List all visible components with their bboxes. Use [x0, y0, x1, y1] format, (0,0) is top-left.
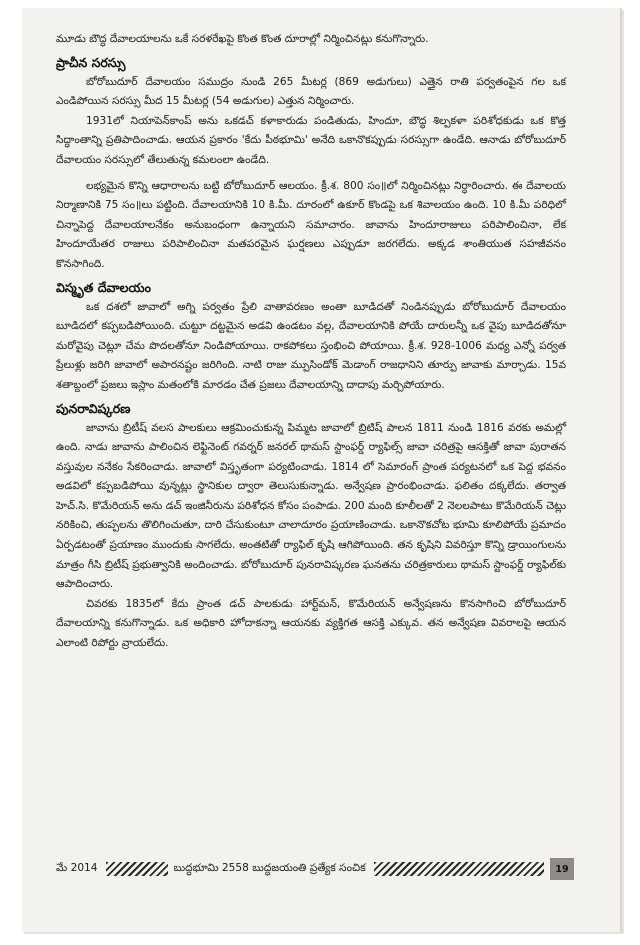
paragraph-temple-location: బోరోబుదూర్ దేవాలయం సముద్రం నుండి 265 మీటర్ల (869 అడుగులు) ఎత్తైన రాతి పర్వతంపైన గల ఒక ఎండిపోయిన సరస్సు మీద 15 మీటర్ల (54 అడుగుల) ఎత్తున నిర్మించారు. [56, 75, 566, 108]
article-body [56, 30, 566, 654]
paragraph-construction-history: లభ్యమైన కొన్ని ఆధారాలను బట్టి బోరోబుదూర్ ఆలయం. క్రీ.శ. 800 సం॥లో నిర్మించినట్లు నిర్ధారించారు. ఈ దేవాలయ నిర్మాణానికి 75 సం॥లు పట్టింది. దేవాలయానికి 10 కి.మీ. దూరంలో ఉకూర్ కొండపై ఒక శివాలయం ఉంది. 10 కి.మీ పరిధిలో చిన్నాపెద్ద దేవాలయాలనేకం అనుబంధంగా ఉన్నాయని సమాచారం. జావాను హిందూరాజులు పరిపాలించినా, లేక హిందూయేతర రాజులు పరిపాలించినా మతపరమైన ఘర్షణలు ఎప్పుడూ జరగలేదు. అక్కడ శాంతియుత సహజీవనం కొనసాగింది. [56, 179, 566, 270]
footer-publication-title: బుద్ధభూమి 2558 బుద్ధజయంతి ప్రత్యేక సంచిక [173, 861, 366, 874]
page-number-badge: 19 [550, 858, 574, 880]
paragraph-lake-theory: 1931లో నియాపెన్‌కాంప్ అను ఒకడచ్ కళాకారుడు పండితుడు, హిందూ, బౌద్ధ శిల్పకళా పరిశోధకుడు ఒక కొత్త సిద్ధాంతాన్ని ప్రతిపాదించాడు. ఆయన ప్రకారం 'కేదు పీఠభూమి' అనేది ఒకానొకప్పుడు సరస్సుగా ఉండేది. ఆనాడు బోరోబుదూర్ దేవాలయం సరస్సులో తేలుతున్న కమలంలా ఉండేది. [56, 114, 566, 166]
footer-hatch-left [106, 862, 168, 876]
page-footer [56, 858, 574, 880]
magazine-page [22, 8, 622, 932]
section-heading-forgotten-temple: విస్మృత దేవాలయం [56, 279, 151, 295]
section-heading-ancient-lake: ప్రాచీన సరస్సు [56, 54, 126, 70]
paragraph-british-rule: జావాను బ్రిటీష్ వలస పాలకులు ఆక్రమించుకున్న పిమ్మట జావాలో బ్రిటిష్ పాలన 1811 నుండి 1816 వరకు అమల్లో ఉంది. నాడు జావాను పాలించిన లెఫ్టినెంట్ గవర్నర్ జనరల్ థామస్ స్టాంఫర్డ్ ర్యాఫిల్స్ జావా చరిత్రపై ఆసక్తితో జావా పురాతన వస్తువుల ననేకం సేకరించాడు. జావాలో విస్తృతంగా పర్యటించాడు. 1814 లో సెమారంగ్ ప్రాంత పర్యటనలో ఒక పెద్ద భవనం అడవిలో కప్పబడిపోయి వున్నట్లు స్థానికుల ద్వారా తెలుసుకున్నాడు. అన్వేషణ ప్రారంభించాడు. ఫలితం దక్కలేదు. తర్వాత హెచ్.సి. కొమేరియన్ అను డచ్ ఇంజినీరును పరిశోధన కోసం పంపాడు. 200 మంది కూలీలతో 2 నెలలపాటు కొమేరియన్ చెట్లు నరికించి, తుప్పలను తొలిగించుతూ, దారి చేసుకుంటూ చాలాదూరం ప్రయాణించాడు. ఒకానొకచోట భూమి కూలిపోయే ప్రమాదం ఏర్పడటంతో ప్రయాణం ముందుకు సాగలేదు. అంతటితో ర్యాఫిల్ కృషి ఆగిపోయింది. తన కృషిని వివరిస్తూ కొన్ని డ్రాయింగులను మాత్రం గీసి బ్రిటీష్ ప్రభుత్వానికి అందించాడు. బోరోబుదూర్ పునరావిష్కరణ ఘనతను చరిత్రకారులు థామస్ స్టాంఫర్డ్ ర్యాఫిల్‌కు ఆపాదించారు. [56, 421, 566, 591]
footer-hatch-right [374, 862, 544, 876]
section-heading-rediscovery: పునరావిష్కరణ [56, 400, 131, 416]
paragraph-volcanic-eruption: ఒక దశలో జావాలో అగ్ని పర్వతం ప్రేలి వాతావరణం అంతా బూడిదతో నిండినప్పుడు బోరోబుదూర్ దేవాలయం బూడిదలో కప్పబడిపోయింది. చుట్టూ దట్టమైన అడవి ఉండటం వల్ల, దేవాలయానికి పోయే దారులన్నీ ఒక వైపు బూడిదతోనూ మరోవైపు చెట్లూ చేమ పొదలతోనూ నిండిపోయాయి. రాకపోకలు స్తంభించి పోయాయి. క్రీ.శ. 928-1006 మధ్య ఎన్నో పర్వత ప్రేలుళ్లు జరిగి జావాలో అపారనష్టం జరిగింది. నాటి రాజు మ్పుసిండోక్ మెడాంగ్ రాజధానిని తూర్పు జావాకు మార్చాడు. 15వ శతాబ్దంలో ప్రజలు ఇస్లాం మతంలోకి మారడం చేత ప్రజలు దేవాలయాన్ని దాదాపు మర్చిపోయారు. [56, 300, 566, 391]
paragraph-opening-line: మూడు బౌద్ధ దేవాలయాలను ఒకే సరళరేఖపై కొంత కొంత దూరాల్లో నిర్మించినట్లు కనుగొన్నారు. [56, 33, 429, 45]
footer-date: మే 2014 [56, 861, 98, 874]
paragraph-hartmann-discovery: చివరకు 1835లో కేదు ప్రాంత డచ్ పాలకుడు హార్ట్‌మన్, కొమేరియన్ అన్వేషణను కొనసాగించి బోరోబుదూర్ దేవాలయాన్ని కనుగొన్నాడు. ఒక అధికారి హోదాకన్నా ఆయనకు వ్యక్తిగత ఆసక్తి ఎక్కువ. తన అన్వేషణ వివరాలపై ఆయన ఎలాంటి రిపోర్టు వ్రాయలేదు. [56, 597, 566, 650]
